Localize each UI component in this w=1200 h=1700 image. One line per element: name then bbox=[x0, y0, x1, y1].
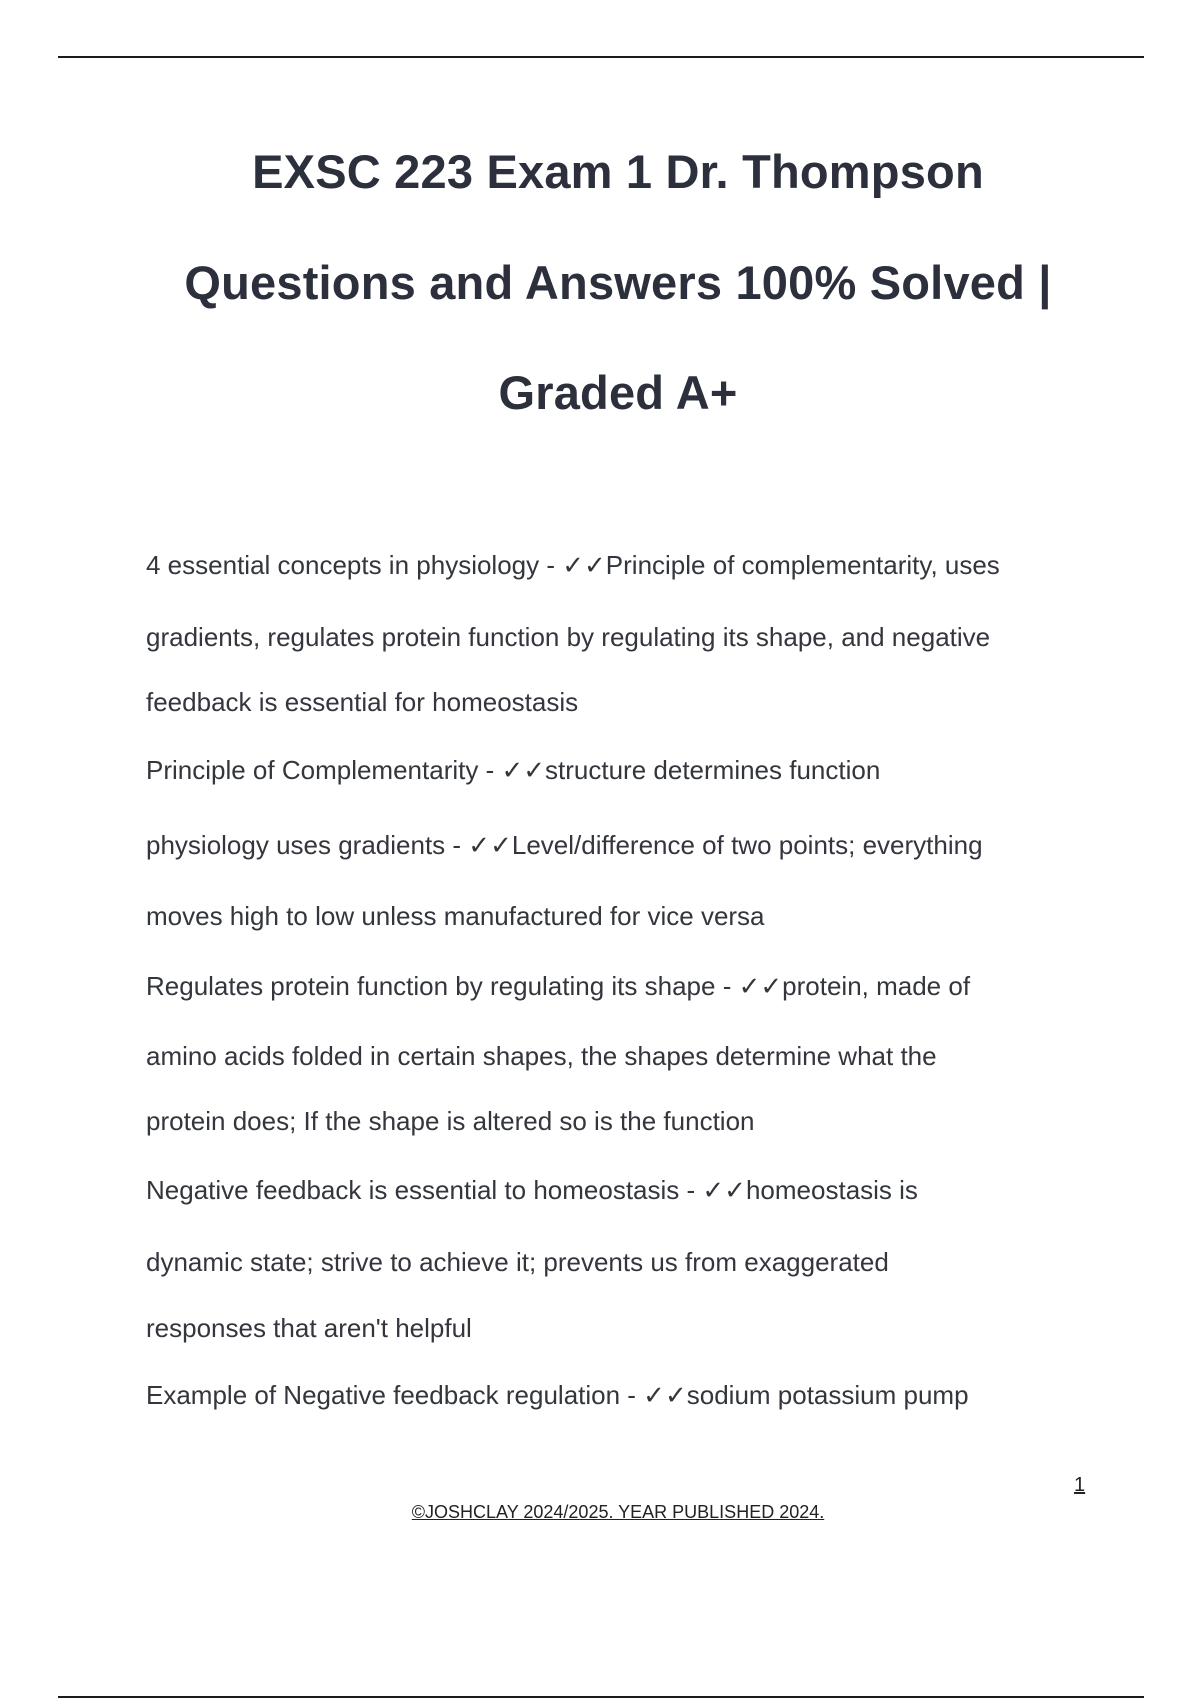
body-line: Example of Negative feedback regulation - ✓✓sodium potassium pump bbox=[146, 1380, 969, 1410]
body-line: gradients, regulates protein function by regulating its shape, and negative bbox=[146, 622, 991, 652]
title-line-3: Graded A+ bbox=[498, 366, 738, 419]
body-line: physiology uses gradients - ✓✓Level/difference of two points; everything bbox=[146, 830, 983, 860]
body-line: feedback is essential for homeostasis bbox=[146, 687, 579, 717]
body-line: amino acids folded in certain shapes, the shapes determine what the bbox=[146, 1041, 937, 1071]
copyright-footer: ©JOSHCLAY 2024/2025. YEAR PUBLISHED 2024. bbox=[411, 1502, 825, 1522]
body-line: dynamic state; strive to achieve it; prevents us from exaggerated bbox=[146, 1247, 889, 1277]
title-line-1: EXSC 223 Exam 1 Dr. Thompson bbox=[252, 145, 984, 198]
body-line: protein does; If the shape is altered so is the function bbox=[146, 1106, 755, 1136]
page-number: 1 bbox=[1074, 1474, 1086, 1496]
body-line: Regulates protein function by regulating its shape - ✓✓protein, made of bbox=[146, 971, 971, 1001]
body-line: responses that aren't helpful bbox=[146, 1313, 472, 1343]
body-line: Negative feedback is essential to homeostasis - ✓✓homeostasis is bbox=[146, 1175, 918, 1205]
top-rule bbox=[58, 56, 1144, 58]
body-line: 4 essential concepts in physiology - ✓✓Principle of complementarity, uses bbox=[146, 550, 1000, 580]
body-line: Principle of Complementarity - ✓✓structure determines function bbox=[146, 755, 881, 785]
title-line-2: Questions and Answers 100% Solved | bbox=[184, 256, 1052, 309]
bottom-rule bbox=[58, 1696, 1144, 1698]
body-line: moves high to low unless manufactured for vice versa bbox=[146, 901, 765, 931]
